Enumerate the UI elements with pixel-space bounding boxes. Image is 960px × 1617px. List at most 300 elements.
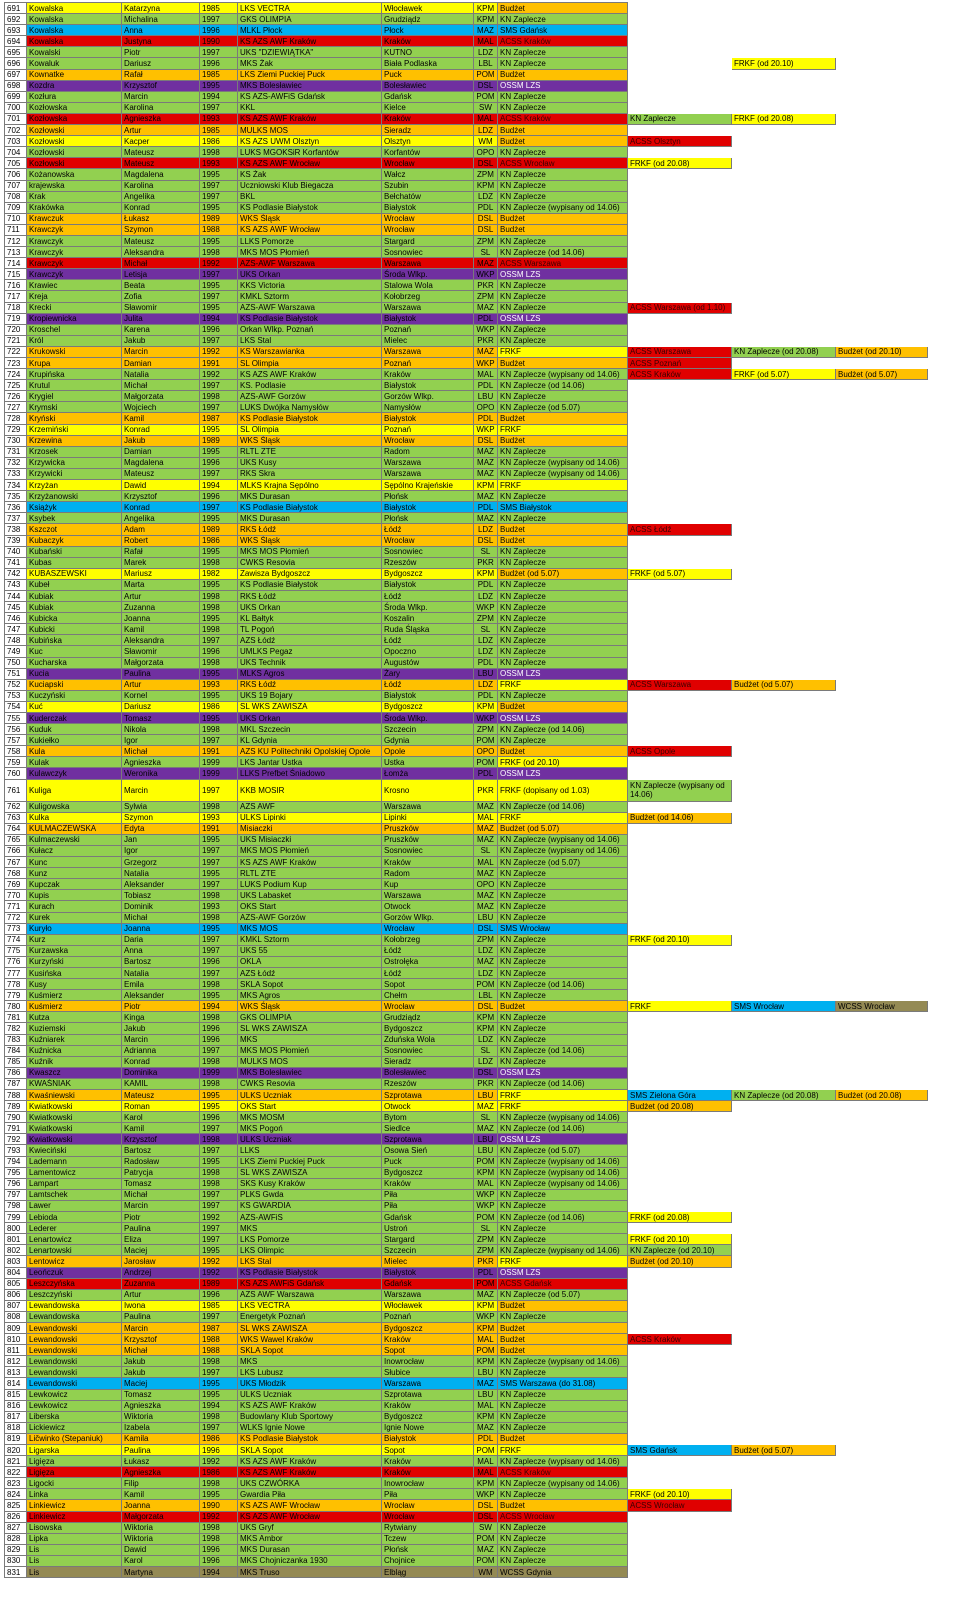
birth-year-cell: 1988 [200,1334,238,1345]
birth-year-cell: 1998 [200,979,238,990]
extra-2-cell [732,746,836,757]
row-number-cell: 823 [5,1478,27,1489]
birth-year-cell: 1998 [200,1178,238,1189]
extra-2-cell [732,435,836,446]
extra-3-cell [836,480,928,491]
region-cell: ZPM [474,1234,498,1245]
club-cell: KS Podlasie Białystok [238,502,382,513]
extra-1-cell [628,979,732,990]
surname-cell: Kulmaczewski [27,834,122,845]
club-cell: LKS VECTRA [238,3,382,14]
table-row [5,313,928,324]
row-number-cell: 727 [5,402,27,413]
extra-1-cell [628,1544,732,1555]
region-cell: MAZ [474,346,498,357]
extra-3-cell [836,1478,928,1489]
birth-year-cell: 1982 [200,568,238,579]
club-cell: UKS Orkan [238,269,382,280]
group-cell: KN Zaplecze [498,1400,628,1411]
row-number-cell: 796 [5,1178,27,1189]
first-name-cell: Krzysztof [122,1134,200,1145]
birth-year-cell: 1995 [200,202,238,213]
surname-cell: Ličwinko (Stepaniuk) [27,1433,122,1444]
row-number-cell: 704 [5,147,27,158]
row-number-cell: 747 [5,624,27,635]
table-row [5,391,928,402]
table-row [5,280,928,291]
club-cell: RLTL ZTE [238,446,382,457]
row-number-cell: 770 [5,890,27,901]
region-cell: LDZ [474,679,498,690]
first-name-cell: Dawid [122,1544,200,1555]
extra-2-cell [732,1200,836,1211]
extra-3-cell [836,1056,928,1067]
region-cell: MAZ [474,1544,498,1555]
extra-3-cell [836,1489,928,1500]
club-cell: KS AZS-AWFiS Gdańsk [238,91,382,102]
club-cell: WKS Śląsk [238,435,382,446]
group-cell: KN Zaplecze [498,1056,628,1067]
birth-year-cell: 1998 [200,602,238,613]
birth-year-cell: 1995 [200,1378,238,1389]
first-name-cell: Michał [122,1345,200,1356]
birth-year-cell: 1998 [200,657,238,668]
table-row [5,102,928,113]
region-cell: MAZ [474,513,498,524]
extra-2-cell [732,1400,836,1411]
region-cell: MAZ [474,901,498,912]
birth-year-cell: 1985 [200,69,238,80]
extra-1-cell [628,890,732,901]
city-cell: Sosnowiec [382,1045,474,1056]
city-cell: Pruszków [382,834,474,845]
region-cell: OPO [474,746,498,757]
first-name-cell: Bartosz [122,1145,200,1156]
extra-1-cell [628,224,732,235]
extra-3-cell [836,524,928,535]
birth-year-cell: 1993 [200,113,238,124]
first-name-cell: Kamil [122,624,200,635]
city-cell: Środa Wlkp. [382,713,474,724]
club-cell: SL Olimpia [238,424,382,435]
city-cell: Wrocław [382,158,474,169]
region-cell: KPM [474,180,498,191]
surname-cell: Kunc [27,857,122,868]
region-cell: KPM [474,3,498,14]
birth-year-cell: 1995 [200,1489,238,1500]
first-name-cell: Artur [122,1289,200,1300]
extra-3-cell [836,1422,928,1433]
extra-2-cell [732,235,836,246]
surname-cell: Kusińska [27,967,122,978]
extra-3-cell [836,402,928,413]
region-cell: DSL [474,1001,498,1012]
first-name-cell: Jakub [122,1356,200,1367]
group-cell: KN Zaplecze [498,613,628,624]
surname-cell: Krymski [27,402,122,413]
extra-1-cell [628,1112,732,1123]
surname-cell: Krak [27,191,122,202]
extra-3-cell [836,446,928,457]
first-name-cell: Artur [122,679,200,690]
extra-2-cell: Budżet (od 5.07) [732,1445,836,1456]
extra-2-cell [732,1267,836,1278]
extra-1-cell [628,14,732,25]
first-name-cell: Damian [122,446,200,457]
row-number-cell: 719 [5,313,27,324]
table-row [5,69,928,80]
row-number-cell: 703 [5,136,27,147]
region-cell: OPO [474,147,498,158]
extra-2-cell [732,47,836,58]
region-cell: LDZ [474,125,498,136]
group-cell: Budżet [498,136,628,147]
surname-cell: Kubiak [27,590,122,601]
surname-cell: Kuźnicka [27,1045,122,1056]
row-number-cell: 811 [5,1345,27,1356]
city-cell: Szubin [382,180,474,191]
birth-year-cell: 1986 [200,701,238,712]
region-cell: MAZ [474,468,498,479]
city-cell: Łódź [382,590,474,601]
extra-2-cell [732,1101,836,1112]
table-row [5,346,928,357]
row-number-cell: 814 [5,1378,27,1389]
group-cell: FRKF [498,1256,628,1267]
birth-year-cell: 1995 [200,169,238,180]
extra-3-cell [836,457,928,468]
surname-cell: Kurzawska [27,945,122,956]
table-row [5,491,928,502]
region-cell: WKP [474,713,498,724]
row-number-cell: 715 [5,269,27,280]
extra-3-cell [836,735,928,746]
first-name-cell: Aleksander [122,879,200,890]
table-row [5,125,928,136]
group-cell: KN Zaplecze [498,967,628,978]
first-name-cell: Jakub [122,335,200,346]
group-cell: KN Zaplecze (od 14.06) [498,1078,628,1089]
first-name-cell: Karena [122,324,200,335]
table-row [5,1334,928,1345]
extra-3-cell [836,868,928,879]
extra-2-cell [732,568,836,579]
first-name-cell: Krzysztof [122,80,200,91]
first-name-cell: Mariusz [122,568,200,579]
table-row [5,1078,928,1089]
table-row [5,1489,928,1500]
first-name-cell: Mateusz [122,158,200,169]
row-number-cell: 805 [5,1278,27,1289]
extra-1-cell [628,36,732,47]
surname-cell: Kulak [27,757,122,768]
region-cell: ZPM [474,613,498,624]
group-cell: KN Zaplecze [498,1189,628,1200]
extra-3-cell [836,1078,928,1089]
birth-year-cell: 1995 [200,80,238,91]
group-cell: KN Zaplecze (od 14.06) [498,801,628,812]
extra-2-cell [732,1056,836,1067]
extra-1-cell [628,1067,732,1078]
surname-cell: Kwiatkowski [27,1101,122,1112]
birth-year-cell: 1998 [200,912,238,923]
birth-year-cell: 1997 [200,47,238,58]
city-cell: Łódź [382,945,474,956]
extra-2-cell [732,1178,836,1189]
region-cell: PDL [474,768,498,779]
club-cell: RKS Łódź [238,524,382,535]
table-row [5,502,928,513]
region-cell: ZPM [474,291,498,302]
first-name-cell: Filip [122,1478,200,1489]
surname-cell: Kozłowska [27,102,122,113]
region-cell: MAZ [474,491,498,502]
extra-2-cell [732,1123,836,1134]
surname-cell: Kuligowska [27,801,122,812]
extra-1-cell [628,724,732,735]
first-name-cell: Wojciech [122,402,200,413]
extra-3-cell [836,14,928,25]
region-cell: MAZ [474,1289,498,1300]
extra-1-cell: SMS Gdańsk [628,1445,732,1456]
row-number-cell: 718 [5,302,27,313]
first-name-cell: Tobiasz [122,890,200,901]
city-cell: Namysłów [382,402,474,413]
extra-1-cell [628,1078,732,1089]
extra-3-cell [836,823,928,834]
extra-2-cell [732,480,836,491]
city-cell: Białystok [382,1433,474,1444]
region-cell: MAZ [474,834,498,845]
row-number-cell: 800 [5,1223,27,1234]
extra-3-cell [836,646,928,657]
surname-cell: Kułacz [27,845,122,856]
club-cell: LKS Pomorze [238,1234,382,1245]
club-cell: Energetyk Poznań [238,1311,382,1322]
extra-2-cell [732,823,836,834]
extra-3-cell [836,125,928,136]
city-cell: Poznań [382,358,474,369]
extra-2-cell [732,579,836,590]
group-cell: SMS Białystok [498,502,628,513]
region-cell: LBU [474,1090,498,1101]
extra-1-cell [628,624,732,635]
group-cell: Budżet [498,224,628,235]
group-cell: Budżet [498,3,628,14]
group-cell: KN Zaplecze (wypisany od 14.06) [498,457,628,468]
extra-1-cell [628,646,732,657]
region-cell: WM [474,1567,498,1578]
row-number-cell: 716 [5,280,27,291]
extra-2-cell [732,923,836,934]
birth-year-cell: 1991 [200,823,238,834]
extra-2-cell [732,868,836,879]
group-cell: KN Zaplecze [498,180,628,191]
extra-2-cell [732,358,836,369]
extra-3-cell [836,801,928,812]
table-row [5,1156,928,1167]
first-name-cell: Marcin [122,1034,200,1045]
club-cell: LKS Stal [238,335,382,346]
club-cell: LKS Ziemi Puckiej Puck [238,1156,382,1167]
row-number-cell: 745 [5,602,27,613]
region-cell: PDL [474,690,498,701]
surname-cell: Król [27,335,122,346]
first-name-cell: Jakub [122,1367,200,1378]
birth-year-cell: 1997 [200,1234,238,1245]
surname-cell: Kuczyński [27,690,122,701]
city-cell: Żary [382,668,474,679]
extra-2-cell [732,912,836,923]
club-cell: LKS Jantar Ustka [238,757,382,768]
group-cell: KN Zaplecze (wypisany od 14.06) [498,1478,628,1489]
extra-3-cell [836,812,928,823]
extra-3-cell [836,768,928,779]
table-row [5,1223,928,1234]
surname-cell: Kroschel [27,324,122,335]
club-cell: KS AZS AWF Kraków [238,1456,382,1467]
row-number-cell: 778 [5,979,27,990]
club-cell: WKS Śląsk [238,535,382,546]
surname-cell: Krzewina [27,435,122,446]
group-cell: KN Zaplecze [498,291,628,302]
group-cell: KN Zaplecze (od 14.06) [498,380,628,391]
group-cell: KN Zaplecze [498,901,628,912]
surname-cell: Kuc [27,646,122,657]
table-row [5,845,928,856]
club-cell: SKLA Sopot [238,1345,382,1356]
birth-year-cell: 1998 [200,1056,238,1067]
birth-year-cell: 1998 [200,801,238,812]
row-number-cell: 820 [5,1445,27,1456]
row-number-cell: 766 [5,845,27,856]
row-number-cell: 695 [5,47,27,58]
birth-year-cell: 1997 [200,1311,238,1322]
extra-2-cell [732,845,836,856]
row-number-cell: 694 [5,36,27,47]
surname-cell: Kozłowski [27,136,122,147]
region-cell: MAL [474,113,498,124]
extra-1-cell [628,1167,732,1178]
extra-1-cell: ACSS Warszawa [628,679,732,690]
club-cell: AZS-AWF Gorzów [238,391,382,402]
row-number-cell: 775 [5,945,27,956]
club-cell: KS AZS AWF Kraków [238,857,382,868]
table-row [5,380,928,391]
table-row [5,147,928,158]
club-cell: KS AZS AWFiS Gdańsk [238,1278,382,1289]
extra-2-cell [732,1289,836,1300]
extra-1-cell [628,713,732,724]
extra-3-cell [836,180,928,191]
first-name-cell: Dominika [122,1067,200,1078]
row-number-cell: 781 [5,1012,27,1023]
first-name-cell: Karol [122,1555,200,1566]
extra-3-cell [836,701,928,712]
surname-cell: Krupińska [27,369,122,380]
birth-year-cell: 1995 [200,513,238,524]
extra-1-cell: KN Zaplecze (od 20.10) [628,1245,732,1256]
row-number-cell: 725 [5,380,27,391]
first-name-cell: Rafał [122,546,200,557]
table-row [5,269,928,280]
extra-3-cell [836,1433,928,1444]
extra-1-cell [628,3,732,14]
club-cell: UKS Młodzik [238,1378,382,1389]
surname-cell: Kunz [27,868,122,879]
table-row [5,335,928,346]
extra-1-cell: FRKF (od 20.10) [628,934,732,945]
extra-3-cell [836,1234,928,1245]
surname-cell: Ksybek [27,513,122,524]
extra-2-cell [732,602,836,613]
first-name-cell: Paulina [122,668,200,679]
extra-3-cell: WCSS Wrocław [836,1001,928,1012]
city-cell: Szczecin [382,724,474,735]
region-cell: LBU [474,1145,498,1156]
first-name-cell: Rafał [122,69,200,80]
club-cell: KS. Podlasie [238,380,382,391]
birth-year-cell: 1997 [200,1367,238,1378]
first-name-cell: Marcin [122,91,200,102]
group-cell: FRKF [498,346,628,357]
first-name-cell: Michał [122,258,200,269]
extra-2-cell [732,657,836,668]
birth-year-cell: 1994 [200,91,238,102]
extra-1-cell [628,757,732,768]
first-name-cell: Andrzej [122,1267,200,1278]
extra-2-cell [732,125,836,136]
region-cell: KPM [474,1356,498,1367]
extra-3-cell [836,757,928,768]
extra-3-cell [836,202,928,213]
table-row [5,613,928,624]
extra-3-cell [836,1189,928,1200]
region-cell: DSL [474,1067,498,1078]
surname-cell: Kula [27,746,122,757]
surname-cell: Kwaśniewski [27,1090,122,1101]
first-name-cell: Sławomir [122,646,200,657]
extra-2-cell [732,335,836,346]
table-row [5,1056,928,1067]
birth-year-cell: 1996 [200,956,238,967]
row-number-cell: 804 [5,1267,27,1278]
group-cell: Budżet [498,1500,628,1511]
extra-1-cell [628,1034,732,1045]
city-cell: Wrocław [382,1001,474,1012]
city-cell: Otwock [382,1101,474,1112]
birth-year-cell: 1995 [200,280,238,291]
extra-3-cell [836,424,928,435]
extra-3-cell [836,635,928,646]
surname-cell: Krukowski [27,346,122,357]
table-row [5,1267,928,1278]
group-cell: Budżet [498,746,628,757]
first-name-cell: Szymon [122,224,200,235]
region-cell: PKR [474,779,498,801]
region-cell: LBU [474,668,498,679]
extra-2-cell [732,69,836,80]
first-name-cell: Patrycja [122,1167,200,1178]
surname-cell: Lewandowski [27,1334,122,1345]
birth-year-cell: 1990 [200,1500,238,1511]
extra-2-cell [732,1334,836,1345]
region-cell: MAZ [474,302,498,313]
extra-1-cell [628,1456,732,1467]
extra-2-cell [732,690,836,701]
table-row [5,1256,928,1267]
extra-3-cell [836,391,928,402]
